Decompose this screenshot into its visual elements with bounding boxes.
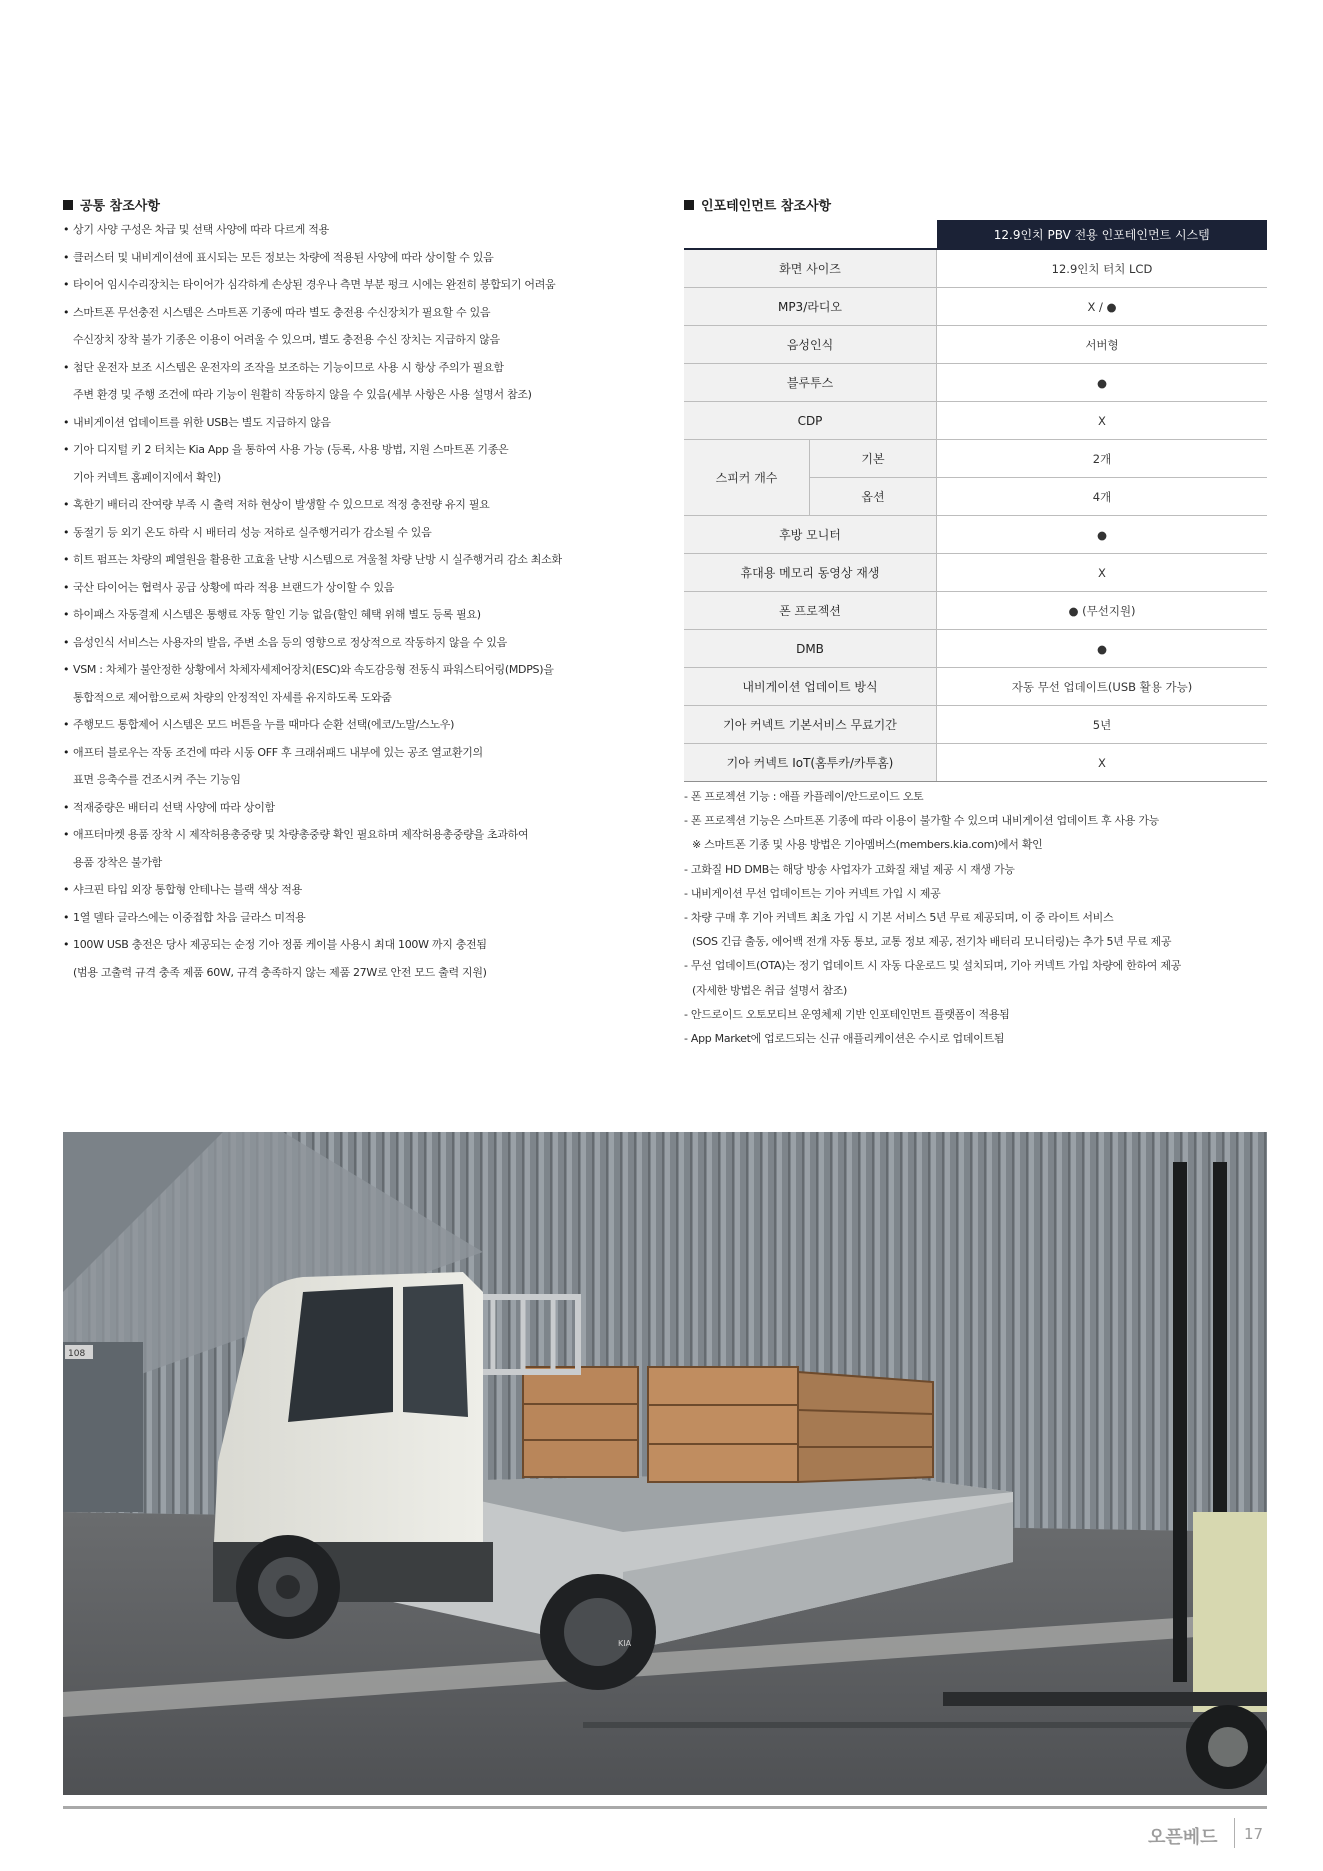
row-value-voice-recognition: 서버형 bbox=[937, 326, 1268, 364]
infotainment-spec-table bbox=[684, 220, 1267, 782]
row-label-connect-iot: 기아 커넥트 IoT(홈투카/카투홈) bbox=[684, 744, 937, 782]
table-row bbox=[684, 744, 1267, 782]
table-row bbox=[684, 516, 1267, 554]
common-notes-title bbox=[63, 195, 160, 214]
row-value-phone-projection: ● (무선지원) bbox=[937, 592, 1268, 630]
footnote-item: - 무선 업데이트(OTA)는 정기 업데이트 시 자동 다운로드 및 설치되며, 기아 커넥트 가입 차량에 한하여 제공 bbox=[684, 959, 1181, 973]
row-value-portable-memory: X bbox=[937, 554, 1268, 592]
list-item bbox=[63, 574, 623, 602]
row-value-mp3-radio: X / ● bbox=[937, 288, 1268, 326]
note-line: • 타이어 임시수리장치는 타이어가 심각하게 손상된 경우나 측면 부분 펑크 시에는 완전히 봉합되기 어려움 bbox=[73, 278, 556, 291]
footnote-item: - 차량 구매 후 기아 커넥트 최초 가입 시 기본 서비스 5년 무료 제공되며, 이 중 라이트 서비스 bbox=[684, 911, 1114, 925]
note-line: 기아 커넥트 홈페이지에서 확인) bbox=[73, 470, 221, 484]
list-item bbox=[63, 271, 623, 299]
row-label-nav-update: 내비게이션 업데이트 방식 bbox=[684, 668, 937, 706]
table-row bbox=[684, 668, 1267, 706]
square-bullet-icon bbox=[684, 200, 694, 210]
note-line: 표면 응축수를 건조시켜 주는 기능임 bbox=[73, 773, 241, 786]
list-item bbox=[63, 409, 623, 437]
building-sign: 108 bbox=[68, 1349, 86, 1359]
note-line: • 100W USB 충전은 당사 제공되는 순정 기아 정품 케이블 사용시 최대 100W 까지 충전됨 bbox=[73, 938, 487, 951]
row-label-voice-recognition: 음성인식 bbox=[684, 326, 937, 364]
row-label-speaker-basic: 기본 bbox=[810, 440, 937, 478]
list-item bbox=[63, 931, 623, 986]
list-item bbox=[63, 244, 623, 272]
row-label-cdp: CDP bbox=[684, 402, 937, 440]
list-item bbox=[63, 519, 623, 547]
footnote-item: - 폰 프로젝션 기능 : 애플 카플레이/안드로이드 오토 bbox=[684, 790, 924, 803]
footnote-item: - 폰 프로젝션 기능은 스마트폰 기종에 따라 이용이 불가할 수 있으며 내비게이션 업데이트 후 사용 가능 bbox=[684, 814, 1159, 828]
cargo-crates bbox=[523, 1367, 933, 1482]
footnote-item: - 내비게이션 무선 업데이트는 기아 커넥트 가입 시 제공 bbox=[684, 886, 941, 900]
note-line: • 적재중량은 배터리 선택 사양에 따라 상이함 bbox=[73, 800, 275, 814]
note-line: • 국산 타이어는 협력사 공급 상황에 따라 적용 브랜드가 상이할 수 있음 bbox=[73, 580, 395, 594]
row-label-bluetooth: 블루투스 bbox=[684, 364, 937, 402]
note-line: • 상기 사양 구성은 차급 및 선택 사양에 따라 다르게 적용 bbox=[73, 223, 329, 236]
note-line: • 애프터마켓 용품 장착 시 제작허용총중량 및 차량총중량 확인 필요하며 제작허용총중량을 초과하여 bbox=[73, 828, 529, 841]
note-line: • 하이패스 자동결제 시스템은 통행료 자동 할인 기능 없음(할인 혜택 위해 별도 등록 필요) bbox=[73, 608, 481, 621]
footnote-item: (자세한 방법은 취급 설명서 참조) bbox=[692, 983, 848, 997]
infotainment-footnotes bbox=[684, 785, 1284, 1051]
truck-photo-illustration bbox=[63, 1132, 1267, 1795]
table-header-row bbox=[684, 220, 1267, 249]
note-line: • 혹한기 배터리 잔여량 부족 시 출력 저하 현상이 발생할 수 있으므로 적정 충전량 유지 필요 bbox=[73, 498, 490, 511]
table-row bbox=[684, 630, 1267, 668]
page-number: 17 bbox=[1244, 1825, 1264, 1843]
note-line: 통합적으로 제어함으로써 차량의 안정적인 자세를 유지하도록 도와줌 bbox=[73, 690, 392, 704]
row-value-dmb: ● bbox=[937, 630, 1268, 668]
truck-photo bbox=[63, 1132, 1267, 1795]
note-line: • 주행모드 통합제어 시스템은 모드 버튼을 누를 때마다 순환 선택(에코/노말/스노우) bbox=[73, 718, 455, 731]
table-header-system: 12.9인치 PBV 전용 인포테인먼트 시스템 bbox=[937, 220, 1268, 249]
table-row bbox=[684, 440, 1267, 478]
list-item bbox=[63, 629, 623, 657]
note-line: • 기아 디지털 키 2 터치는 Kia App 을 통하여 사용 가능 (등록, 사용 방법, 지원 스마트폰 기종은 bbox=[73, 443, 509, 456]
note-line: • 애프터 블로우는 작동 조건에 따라 시동 OFF 후 크래쉬패드 내부에 있는 공조 열교환기의 bbox=[73, 745, 483, 759]
note-line: • 히트 펌프는 차량의 폐열원을 활용한 고효율 난방 시스템으로 겨울철 차량 난방 시 실주행거리 감소 최소화 bbox=[73, 553, 562, 566]
footnote-item: ※ 스마트폰 기종 및 사용 방법은 기아멤버스(members.kia.com)에서 확인 bbox=[692, 838, 1043, 852]
footnote-item: - App Market에 업로드되는 신규 애플리케이션은 수시로 업데이트됨 bbox=[684, 1032, 1005, 1046]
list-item bbox=[63, 739, 623, 794]
list-item bbox=[63, 601, 623, 629]
list-item bbox=[63, 299, 623, 354]
table-row bbox=[684, 554, 1267, 592]
footnote-item: - 안드로이드 오토모티브 운영체제 기반 인포테인먼트 플랫폼이 적용됨 bbox=[684, 1007, 1010, 1021]
table-row bbox=[684, 326, 1267, 364]
row-label-mp3-radio: MP3/라디오 bbox=[684, 288, 937, 326]
row-label-dmb: DMB bbox=[684, 630, 937, 668]
list-item bbox=[63, 876, 623, 904]
row-label-portable-memory: 휴대용 메모리 동영상 재생 bbox=[684, 554, 937, 592]
footnote-item: - 고화질 HD DMB는 해당 방송 사업자가 고화질 채널 제공 시 재생 가능 bbox=[684, 862, 1015, 876]
list-item bbox=[63, 711, 623, 739]
list-item bbox=[63, 656, 623, 711]
note-line: • VSM : 차체가 불안정한 상황에서 차체자세제어장치(ESC)와 속도감응형 전동식 파워스티어링(MDPS)을 bbox=[73, 663, 554, 676]
note-line: 용품 장착은 불가함 bbox=[73, 855, 163, 869]
list-item bbox=[63, 904, 623, 932]
list-item bbox=[63, 216, 623, 244]
note-line: • 동절기 등 외기 온도 하락 시 배터리 성능 저하로 실주행거리가 감소될 수 있음 bbox=[73, 525, 432, 539]
table-row bbox=[684, 288, 1267, 326]
row-label-connect-free-period: 기아 커넥트 기본서비스 무료기간 bbox=[684, 706, 937, 744]
square-bullet-icon bbox=[63, 200, 73, 210]
bottom-divider bbox=[63, 1806, 1267, 1809]
table-row bbox=[684, 592, 1267, 630]
row-value-cdp: X bbox=[937, 402, 1268, 440]
table-row bbox=[684, 249, 1267, 288]
row-label-screen-size: 화면 사이즈 bbox=[684, 249, 937, 288]
list-item bbox=[63, 436, 623, 491]
wheel-badge: KIA bbox=[618, 1639, 632, 1648]
list-item bbox=[63, 821, 623, 876]
row-value-rear-monitor: ● bbox=[937, 516, 1268, 554]
row-value-nav-update: 자동 무선 업데이트(USB 활용 가능) bbox=[937, 668, 1268, 706]
row-label-speaker-count: 스피커 개수 bbox=[684, 440, 810, 516]
note-line: • 첨단 운전자 보조 시스템은 운전자의 조작을 보조하는 기능이므로 사용 시 항상 주의가 필요함 bbox=[73, 360, 504, 374]
table-header-blank bbox=[684, 220, 937, 249]
common-notes-list bbox=[63, 216, 623, 986]
note-line: • 내비게이션 업데이트를 위한 USB는 별도 지급하지 않음 bbox=[73, 415, 331, 429]
row-value-screen-size: 12.9인치 터치 LCD bbox=[937, 249, 1268, 288]
infotainment-notes-title bbox=[684, 195, 831, 214]
row-value-bluetooth: ● bbox=[937, 364, 1268, 402]
row-value-speaker-option: 4개 bbox=[937, 478, 1268, 516]
note-line: 수신장치 장착 불가 기종은 이용이 어려울 수 있으며, 별도 충전용 수신 장치는 지급하지 않음 bbox=[73, 333, 500, 346]
row-label-speaker-option: 옵션 bbox=[810, 478, 937, 516]
note-line: (범용 고출력 규격 충족 제품 60W, 규격 충족하지 않는 제품 27W로 안전 모드 출력 지원) bbox=[73, 965, 487, 979]
note-line: • 클러스터 및 내비게이션에 표시되는 모든 정보는 차량에 적용된 사양에 따라 상이할 수 있음 bbox=[73, 250, 494, 264]
table-row bbox=[684, 402, 1267, 440]
row-value-connect-free-period: 5년 bbox=[937, 706, 1268, 744]
row-value-connect-iot: X bbox=[937, 744, 1268, 782]
list-item bbox=[63, 794, 623, 822]
footer-separator bbox=[1234, 1818, 1235, 1848]
note-line: • 음성인식 서비스는 사용자의 발음, 주변 소음 등의 영향으로 정상적으로 작동하지 않을 수 있음 bbox=[73, 635, 507, 649]
note-line: • 스마트폰 무선충전 시스템은 스마트폰 기종에 따라 별도 충전용 수신장치가 필요할 수 있음 bbox=[73, 305, 491, 319]
note-line: • 샤크핀 타입 외장 통합형 안테나는 블랙 색상 적용 bbox=[73, 883, 302, 896]
common-notes-title-text: 공통 참조사항 bbox=[80, 199, 160, 214]
footer-section-name: 오픈베드 bbox=[1148, 1827, 1218, 1848]
list-item bbox=[63, 491, 623, 519]
row-label-phone-projection: 폰 프로젝션 bbox=[684, 592, 937, 630]
note-line: 주변 환경 및 주행 조건에 따라 기능이 원활히 작동하지 않을 수 있음(세부 사항은 사용 설명서 참조) bbox=[73, 388, 532, 401]
note-line: • 1열 델타 글라스에는 이중접합 차음 글라스 미적용 bbox=[73, 910, 306, 924]
footnote-item: (SOS 긴급 출동, 에어백 전개 자동 통보, 교통 정보 제공, 전기차 배터리 모니터링)는 추가 5년 무료 제공 bbox=[692, 935, 1172, 949]
list-item bbox=[63, 354, 623, 409]
truck-cab bbox=[213, 1272, 493, 1639]
table-row bbox=[684, 706, 1267, 744]
infotainment-notes-title-text: 인포테인먼트 참조사항 bbox=[701, 199, 832, 214]
row-label-rear-monitor: 후방 모니터 bbox=[684, 516, 937, 554]
table-row bbox=[684, 364, 1267, 402]
list-item bbox=[63, 546, 623, 574]
row-value-speaker-basic: 2개 bbox=[937, 440, 1268, 478]
